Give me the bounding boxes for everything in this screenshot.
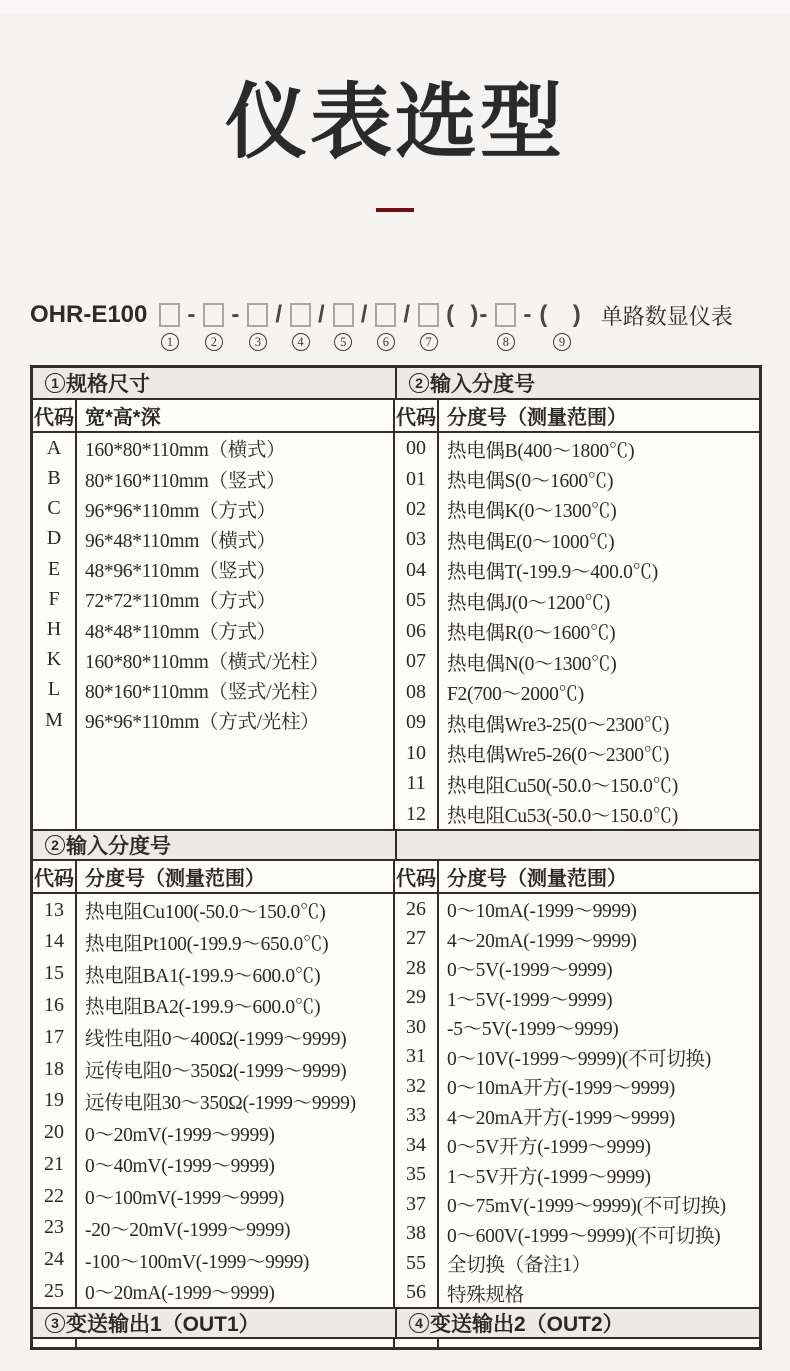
model-separator: -	[523, 301, 533, 329]
table-row	[395, 1042, 759, 1072]
row-desc: -5～5V(-1999～9999)	[447, 1019, 619, 1041]
page-title: 仪表选型	[224, 77, 565, 168]
row-desc: 80*160*110mm（竖式）	[85, 470, 286, 492]
row-desc: 热电阻Cu50(-50.0～150.0℃)	[447, 775, 678, 797]
section2-right-column-header	[395, 861, 759, 894]
slot-number-circle: 5	[334, 333, 352, 351]
table-row	[395, 1071, 759, 1101]
row-desc: 热电偶Wre5-26(0～2300℃)	[447, 745, 670, 767]
row-desc: 热电偶K(0～1300℃)	[447, 501, 617, 523]
out1-header-label: 变送输出1（OUT1）	[66, 1313, 260, 1337]
row-code: 01	[395, 464, 439, 494]
table-row	[33, 1085, 393, 1117]
code-column-header: 代码	[33, 400, 77, 431]
row-code: 27	[395, 924, 439, 954]
row-code: 17	[33, 1021, 77, 1053]
row-code: 10	[395, 738, 439, 768]
row-code: 03	[395, 525, 439, 555]
table-row	[33, 463, 393, 493]
row-desc: 0～5V开方(-1999～9999)	[447, 1137, 651, 1159]
row-code: 33	[395, 1101, 439, 1131]
row-desc: 0～10V(-1999～9999)(不可切换)	[447, 1048, 711, 1070]
row-code: 04	[395, 555, 439, 585]
row-desc: 1～5V开方(-1999～9999)	[447, 1166, 651, 1188]
model-code-slot	[495, 300, 516, 355]
model-suffix: 单路数显仪表	[600, 303, 733, 329]
row-code: 25	[33, 1275, 77, 1307]
table-row	[395, 799, 759, 829]
slot-number-circle: 2	[205, 333, 223, 351]
table-row	[395, 464, 759, 494]
code-column-header: 代码	[395, 400, 439, 431]
title-divider	[376, 208, 414, 212]
slot-number-circle: 1	[161, 333, 179, 351]
table-row	[395, 894, 759, 924]
code-box	[290, 303, 311, 327]
row-desc: 96*48*110mm（横式）	[85, 530, 276, 552]
model-code-line	[27, 300, 790, 355]
out2-header-label: 变送输出2（OUT2）	[430, 1313, 624, 1337]
row-code: 08	[395, 677, 439, 707]
section1-header-right-label: 输入分度号	[430, 373, 535, 397]
model-code-slot	[290, 300, 311, 355]
section1-header-left	[33, 368, 397, 398]
table-row	[33, 524, 393, 554]
model-prefix-unit	[30, 300, 153, 355]
row-desc: 0～20mV(-1999～9999)	[85, 1124, 275, 1146]
section2-right-table	[395, 861, 759, 1307]
table-row	[33, 705, 393, 735]
row-desc: 72*72*110mm（方式）	[85, 591, 276, 613]
row-desc: 热电阻BA2(-199.9～600.0℃)	[85, 997, 321, 1019]
out1-header	[33, 1309, 397, 1337]
row-code: 15	[33, 958, 77, 990]
row-code: 19	[33, 1085, 77, 1117]
row-desc: 热电偶Wre3-25(0～2300℃)	[447, 714, 670, 736]
section2-header-row	[33, 829, 759, 861]
slot-number-circle: 3	[249, 333, 267, 351]
row-code: 37	[395, 1189, 439, 1219]
row-desc: 160*80*110mm（横式/光柱）	[85, 651, 329, 673]
table-row	[395, 1130, 759, 1160]
row-desc: 0～40mV(-1999～9999)	[85, 1156, 275, 1178]
row-code: 14	[33, 926, 77, 958]
section2-left-column-header	[33, 861, 393, 894]
row-desc: 0～10mA(-1999～9999)	[447, 901, 637, 923]
desc-column-header: 分度号（测量范围）	[85, 868, 265, 891]
row-code: 29	[395, 983, 439, 1013]
table-row	[33, 894, 393, 926]
circled-number-icon: 1	[45, 373, 65, 393]
table-row	[33, 614, 393, 644]
row-code: 06	[395, 616, 439, 646]
row-desc: 160*80*110mm（横式）	[85, 440, 286, 462]
table-row	[33, 433, 393, 463]
row-desc: 0～5V(-1999～9999)	[447, 960, 613, 982]
row-desc: 热电阻Pt100(-199.9～650.0℃)	[85, 933, 329, 955]
row-desc: 0～100mV(-1999～9999)	[85, 1188, 285, 1210]
output-header-row	[33, 1307, 759, 1339]
table-row	[33, 1053, 393, 1085]
row-code: 56	[395, 1278, 439, 1308]
code-column-header: 代码	[33, 861, 77, 892]
row-code: H	[33, 614, 77, 644]
section2-left-table	[33, 861, 395, 1307]
table-row	[395, 555, 759, 585]
circled-number-icon: 2	[409, 373, 429, 393]
table-row	[395, 433, 759, 463]
model-suffix-unit	[591, 300, 733, 355]
row-desc: 80*160*110mm（竖式/光柱）	[85, 681, 329, 703]
table-row	[33, 675, 393, 705]
model-code-slot	[203, 300, 224, 355]
row-code: 05	[395, 586, 439, 616]
model-separator: -	[231, 301, 241, 329]
row-code: 34	[395, 1130, 439, 1160]
model-code-slot	[418, 300, 439, 355]
table-row	[33, 958, 393, 990]
row-desc: 热电偶T(-199.9～400.0℃)	[447, 562, 658, 584]
circled-number-icon: 2	[45, 835, 65, 855]
section1-right-column-header	[395, 400, 759, 433]
section1-left-table	[33, 400, 395, 829]
row-desc: 远传电阻0～350Ω(-1999～9999)	[85, 1061, 347, 1082]
table-row	[395, 1160, 759, 1190]
model-paren-slot: ( ) 9	[539, 300, 584, 355]
table-row	[395, 1248, 759, 1278]
code-box	[159, 303, 180, 327]
row-desc: 96*96*110mm（方式/光柱）	[85, 712, 320, 734]
row-desc: 远传电阻30～350Ω(-1999～9999)	[85, 1092, 356, 1114]
code-box	[375, 303, 396, 327]
table-row	[395, 1189, 759, 1219]
row-desc: 线性电阻0～400Ω(-1999～9999)	[85, 1029, 347, 1051]
row-code: 11	[395, 768, 439, 798]
table-row	[395, 1219, 759, 1249]
model-separator: ( )-	[446, 301, 489, 329]
code-box	[333, 303, 354, 327]
row-desc: 48*48*110mm（方式）	[85, 621, 276, 643]
row-code: 31	[395, 1042, 439, 1072]
slot-number-circle: 9	[553, 333, 571, 351]
table-row	[33, 494, 393, 524]
circled-number-icon: 3	[45, 1313, 65, 1333]
row-desc: 热电阻Cu100(-50.0～150.0℃)	[85, 902, 326, 924]
table-row	[33, 584, 393, 614]
row-code: 09	[395, 708, 439, 738]
top-strip	[0, 0, 790, 14]
row-desc: 热电偶B(400～1800℃)	[447, 440, 635, 462]
section1-header-row	[33, 368, 759, 400]
row-code: F	[33, 584, 77, 614]
table-row	[33, 990, 393, 1022]
row-code: M	[33, 705, 77, 735]
row-desc: 热电偶E(0～1000℃)	[447, 531, 615, 553]
row-desc: F2(700～2000℃)	[447, 684, 584, 706]
section1-header-left-label: 规格尺寸	[66, 373, 150, 397]
row-code: 22	[33, 1180, 77, 1212]
table-row	[33, 1180, 393, 1212]
model-separator: /	[360, 301, 369, 329]
table-row	[33, 645, 393, 675]
table-row	[395, 647, 759, 677]
table-row	[395, 768, 759, 798]
slot-number-circle: 4	[292, 333, 310, 351]
row-code: D	[33, 524, 77, 554]
row-desc: 4～20mA开方(-1999～9999)	[447, 1107, 675, 1129]
row-code: 21	[33, 1148, 77, 1180]
code-column-header: 代码	[395, 861, 439, 892]
selection-table	[30, 365, 762, 1350]
row-code: 38	[395, 1219, 439, 1249]
row-code: 24	[33, 1244, 77, 1276]
row-desc: 热电偶J(0～1200℃)	[447, 592, 610, 614]
slot-number-circle: 8	[497, 333, 515, 351]
section2-body	[33, 861, 759, 1307]
table-row	[33, 1117, 393, 1149]
code-box	[418, 303, 439, 327]
section1-header-right	[397, 368, 759, 398]
row-code: 00	[395, 433, 439, 463]
code-box	[203, 303, 224, 327]
row-code: A	[33, 433, 77, 463]
empty-filler	[33, 735, 393, 829]
out2-header	[397, 1309, 759, 1337]
row-code: 18	[33, 1053, 77, 1085]
row-code: L	[33, 675, 77, 705]
table-row	[33, 1148, 393, 1180]
row-code: 20	[33, 1117, 77, 1149]
row-desc: 0～600V(-1999～9999)(不可切换)	[447, 1225, 721, 1247]
row-code: K	[33, 645, 77, 675]
model-code-slot	[333, 300, 354, 355]
table-row	[33, 1212, 393, 1244]
table-row	[395, 738, 759, 768]
table-row	[395, 983, 759, 1013]
model-separator: /	[318, 301, 326, 329]
row-desc: 热电偶S(0～1600℃)	[447, 471, 614, 492]
row-desc: 0～10mA开方(-1999～9999)	[447, 1078, 675, 1100]
row-code: 13	[33, 894, 77, 926]
model-prefix: OHR-E100	[30, 301, 148, 329]
section1-body	[33, 400, 759, 829]
model-code-slot	[247, 300, 268, 355]
table-row	[395, 1101, 759, 1131]
row-code: 28	[395, 953, 439, 983]
row-desc: 96*96*110mm（方式）	[85, 500, 276, 522]
table-row	[395, 525, 759, 555]
table-row	[395, 616, 759, 646]
table-row	[395, 494, 759, 524]
row-code: 26	[395, 894, 439, 924]
row-code: E	[33, 554, 77, 584]
code-box	[495, 303, 516, 327]
row-code: 30	[395, 1012, 439, 1042]
section1-left-column-header	[33, 400, 393, 433]
desc-column-header: 分度号（测量范围）	[447, 407, 628, 430]
row-desc: 热电阻Cu53(-50.0～150.0℃)	[447, 806, 678, 828]
slot-number-circle: 6	[377, 333, 395, 351]
model-separator: /	[403, 301, 412, 329]
table-row	[395, 708, 759, 738]
row-desc: 48*96*110mm（竖式）	[85, 561, 276, 583]
circled-number-icon: 4	[409, 1313, 429, 1333]
table-row	[395, 924, 759, 954]
row-desc: 4～20mA(-1999～9999)	[447, 930, 637, 952]
row-code: 16	[33, 990, 77, 1022]
model-code-slot	[159, 300, 180, 355]
table-row	[395, 586, 759, 616]
desc-column-header: 分度号（测量范围）	[447, 868, 628, 891]
desc-column-header: 宽*高*深	[85, 407, 161, 430]
row-code: B	[33, 463, 77, 493]
row-desc: 0～75mV(-1999～9999)(不可切换)	[447, 1196, 726, 1218]
row-desc: 热电偶N(0～1300℃)	[447, 653, 617, 675]
row-desc: 特殊规格	[447, 1284, 524, 1306]
slot-number-circle: 7	[420, 333, 438, 351]
section2-header	[33, 831, 397, 859]
row-code: 07	[395, 647, 439, 677]
table-row	[395, 1012, 759, 1042]
table-row	[33, 1021, 393, 1053]
table-row	[395, 953, 759, 983]
partial-row	[33, 1339, 759, 1347]
row-code: 12	[395, 799, 439, 829]
row-code: 35	[395, 1160, 439, 1190]
model-separator: -	[187, 301, 197, 329]
table-row	[33, 1244, 393, 1276]
model-separator: /	[275, 301, 284, 329]
row-desc: 1～5V(-1999～9999)	[447, 989, 613, 1011]
row-code: 55	[395, 1248, 439, 1278]
row-desc: -20～20mV(-1999～9999)	[85, 1219, 291, 1241]
row-code: 32	[395, 1071, 439, 1101]
row-desc: 热电偶R(0～1600℃)	[447, 623, 616, 645]
section1-right-table	[395, 400, 759, 829]
row-desc: 热电阻BA1(-199.9～600.0℃)	[85, 965, 321, 987]
row-desc: -100～100mV(-1999～9999)	[85, 1251, 310, 1273]
table-row	[33, 926, 393, 958]
table-row	[395, 1278, 759, 1308]
code-box	[247, 303, 268, 327]
table-row	[395, 677, 759, 707]
row-code: 23	[33, 1212, 77, 1244]
section2-header-label: 输入分度号	[66, 835, 171, 859]
row-desc: 全切换（备注1）	[447, 1255, 591, 1277]
table-row	[33, 1275, 393, 1307]
row-code: C	[33, 494, 77, 524]
table-row	[33, 554, 393, 584]
row-code: 02	[395, 494, 439, 524]
model-code-slot	[375, 300, 396, 355]
row-desc: 0～20mA(-1999～9999)	[85, 1283, 275, 1305]
